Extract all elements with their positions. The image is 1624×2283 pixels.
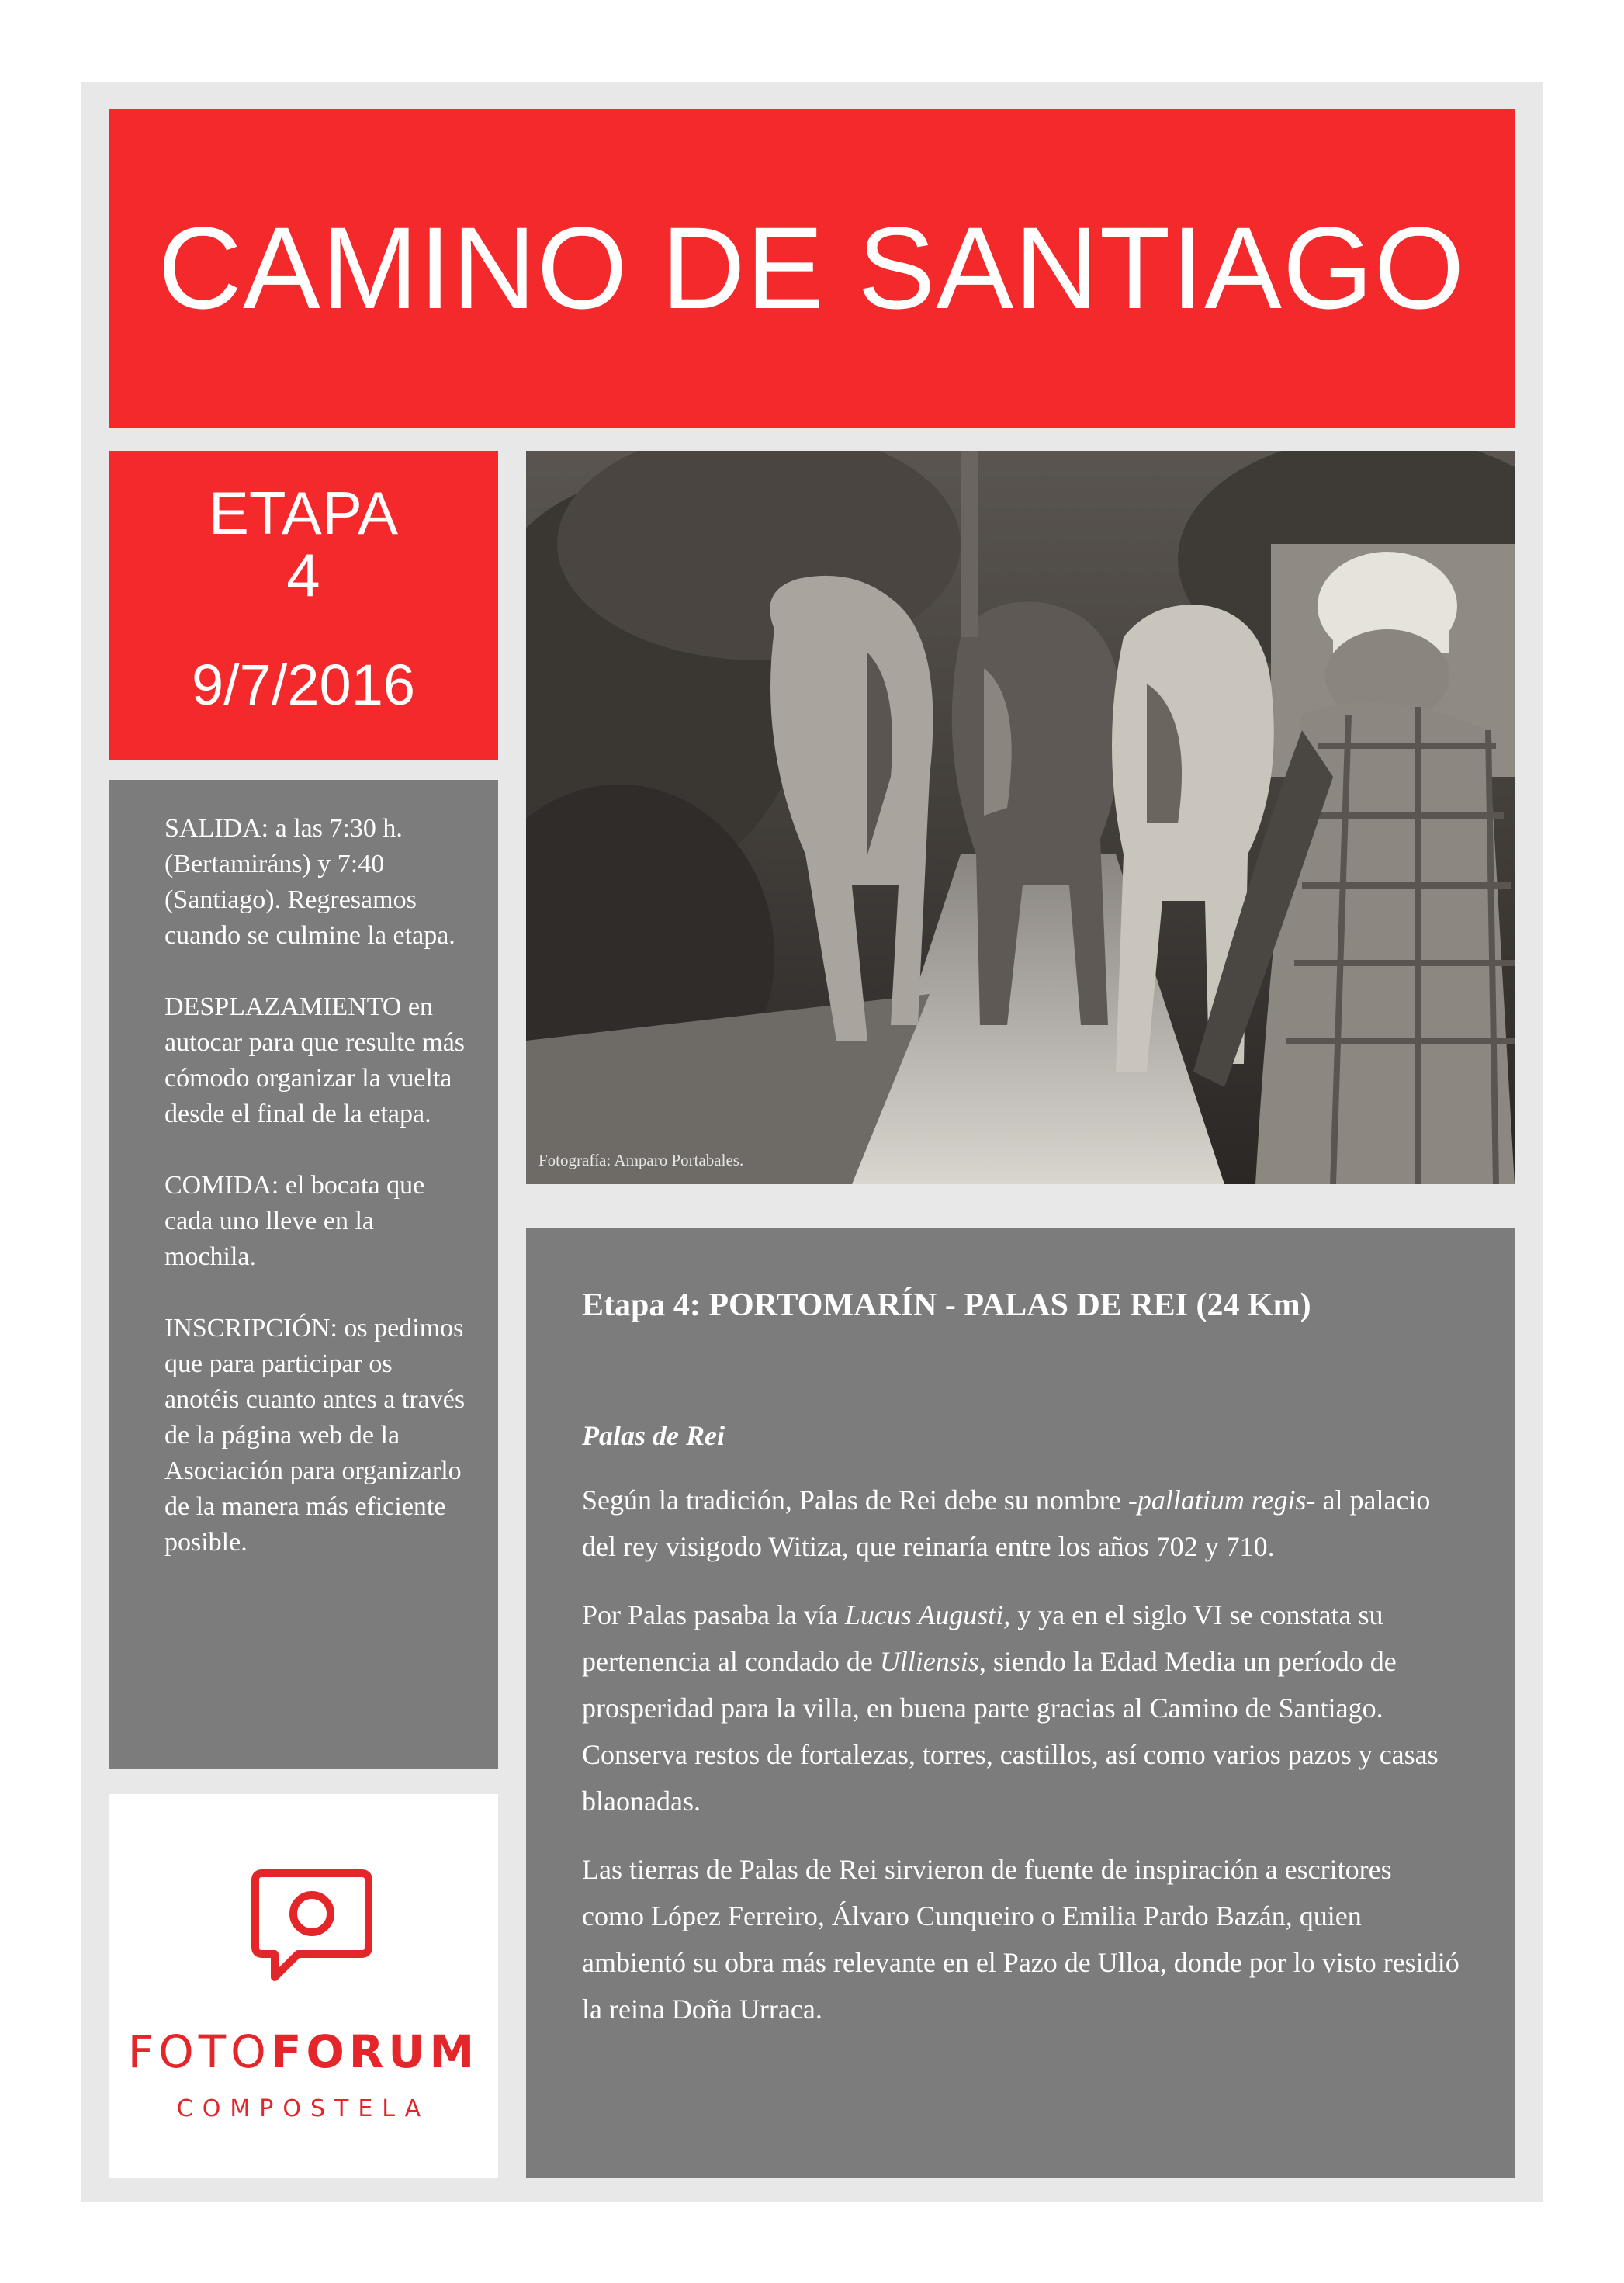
- info-comida: COMIDA: el bocata que cada uno lleve en la mochila.: [164, 1171, 425, 1271]
- stage-panel: [109, 451, 498, 760]
- stage-date: 9/7/2016: [191, 653, 416, 717]
- cows-on-path-photo: [526, 451, 1515, 1184]
- info-inscripcion: INSCRIPCIÓN: os pedimos que para participar os anotéis cuanto antes a través de la página web de la Asociación para organizarlo de la manera más eficiente posible.: [164, 1314, 466, 1557]
- logo-panel: [109, 1794, 498, 2178]
- article-subheading: Palas de Rei: [582, 1420, 725, 1451]
- article-panel: [526, 1228, 1515, 2178]
- logo-subtitle: COMPOSTELA: [176, 2095, 431, 2122]
- article-heading: Etapa 4: PORTOMARÍN - PALAS DE REI (24 Km): [582, 1287, 1311, 1323]
- info-panel: [109, 780, 498, 1769]
- photo: [526, 451, 1515, 1184]
- article-paragraph-3: Las tierras de Palas de Rei sirvieron de fuente de inspiración a escritores como López Ferreiro, Álvaro Cunqueiro o Emilia Pardo Bazán, quien ambientó su obra más relevante en el Pazo de Ulloa, donde por lo visto residió la reina Doña Urraca.: [582, 1854, 1460, 2025]
- photo-caption: Fotografía: Amparo Portabales.: [538, 1151, 744, 1169]
- article-paragraph-1: Según la tradición, Palas de Rei debe su nombre -pallatium regis- al palacio del rey visigodo Witiza, que reinaría entre los años 702 y 710.: [582, 1484, 1431, 1562]
- stage-number: 4: [286, 541, 320, 609]
- logo-wordmark: FOTOFORUM: [127, 2025, 480, 2078]
- article-paragraph-2: Por Palas pasaba la vía Lucus Augusti, y ya en el siglo VI se constata su pertenencia al condado de Ulliensis, siendo la Edad Media un período de prosperidad para la villa, en buena parte gracias al Camino de Santiago. Conserva restos de fortalezas, torres, castillos, así como varios pazos y casas blaonadas.: [582, 1599, 1439, 1817]
- info-desplazamiento: DESPLAZAMIENTO en autocar para que resulte más cómodo organizar la vuelta desde el final de la etapa.: [164, 993, 466, 1128]
- page-title: CAMINO DE SANTIAGO: [158, 203, 1466, 333]
- title-banner: [109, 109, 1515, 428]
- stage-label: ETAPA: [208, 479, 399, 547]
- info-salida: SALIDA: a las 7:30 h. (Bertamiráns) y 7:40 (Santiago). Regresamos cuando se culmine la etapa.: [164, 814, 455, 950]
